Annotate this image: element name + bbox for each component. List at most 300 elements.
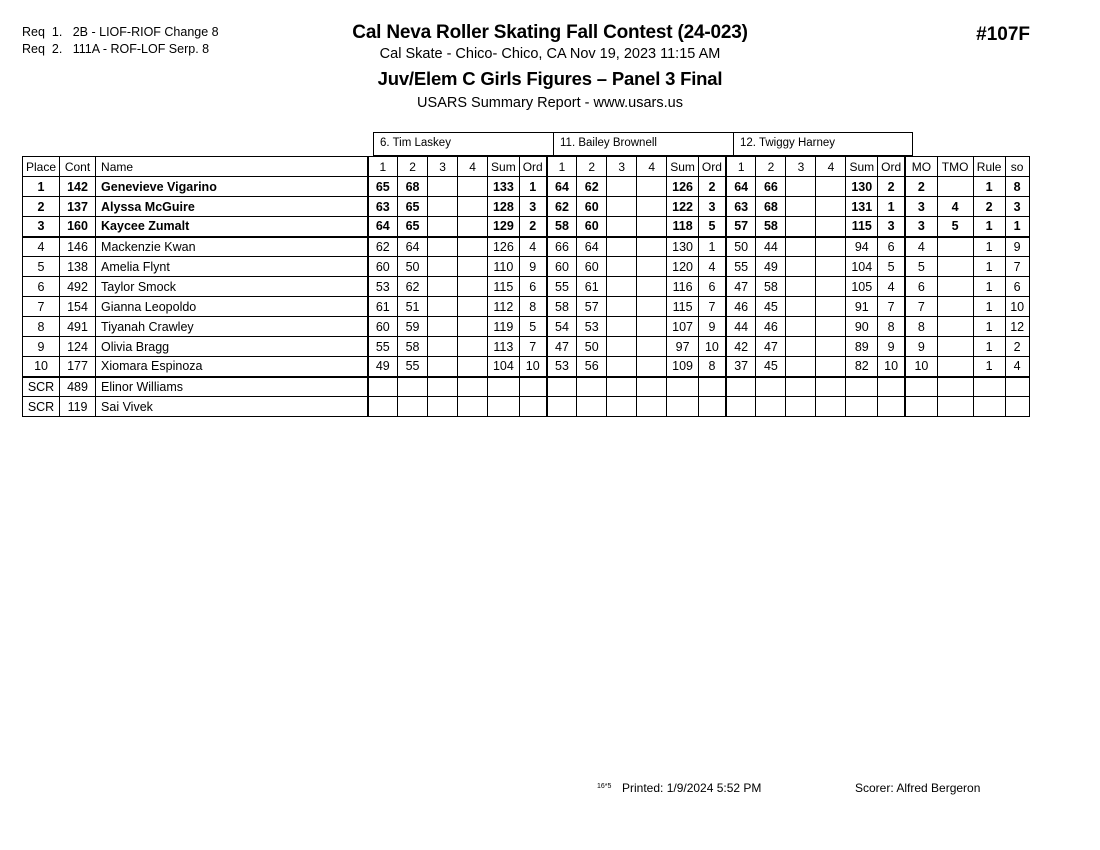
cell-j1-s4 [458,237,488,257]
cell-j1-ord: 6 [519,277,547,297]
cell-j3-s4 [816,177,846,197]
cell-j1-s4 [458,317,488,337]
header-j2-s2: 2 [577,157,607,177]
cell-j3-sum: 89 [846,337,878,357]
header-j2-sum: Sum [667,157,699,177]
cell-j3-s3 [786,337,816,357]
cell-j1-sum: 104 [488,357,520,377]
cell-cont: 137 [60,197,96,217]
cell-j3-sum: 91 [846,297,878,317]
cell-j1-sum: 126 [488,237,520,257]
cell-j1-sum [488,397,520,417]
cell-j1-s2: 58 [398,337,428,357]
cell-j2-s1: 66 [547,237,577,257]
cell-mo: 2 [905,177,937,197]
cell-j1-s4 [458,257,488,277]
cell-j2-s4 [637,357,667,377]
cell-j3-s1: 37 [726,357,756,377]
cell-rule: 1 [973,357,1005,377]
cell-j3-s2 [756,377,786,397]
cell-mo: 3 [905,197,937,217]
cell-j2-sum: 130 [667,237,699,257]
cell-name: Elinor Williams [96,377,368,397]
cell-j2-s3 [607,357,637,377]
cell-j1-s3 [428,257,458,277]
cell-place: 1 [23,177,60,197]
cell-j3-s4 [816,337,846,357]
cell-j1-sum: 119 [488,317,520,337]
cell-j3-sum [846,397,878,417]
cell-j2-s4 [637,197,667,217]
cell-j3-ord [878,397,906,417]
cell-cont: 492 [60,277,96,297]
cell-j2-s3 [607,177,637,197]
cell-cont: 154 [60,297,96,317]
cell-j1-sum [488,377,520,397]
cell-mo: 10 [905,357,937,377]
cell-j3-s3 [786,397,816,417]
header-j3-sum: Sum [846,157,878,177]
cell-j3-sum: 90 [846,317,878,337]
cell-j3-sum: 130 [846,177,878,197]
table-row [23,377,1030,397]
cell-j1-sum: 112 [488,297,520,317]
cell-j3-s3 [786,377,816,397]
cell-tmo [937,377,973,397]
cell-j1-s3 [428,177,458,197]
cell-tmo [937,277,973,297]
cell-j1-s4 [458,197,488,217]
cell-j1-ord: 3 [519,197,547,217]
cell-j3-s2: 49 [756,257,786,277]
cell-j2-ord: 6 [698,277,726,297]
cell-j3-s4 [816,197,846,217]
cell-so: 9 [1005,237,1029,257]
cell-mo: 9 [905,337,937,357]
cell-j2-ord: 4 [698,257,726,277]
table-row [23,297,1030,317]
cell-j1-s4 [458,297,488,317]
cell-place: 6 [23,277,60,297]
cell-j1-s3 [428,197,458,217]
cell-j1-ord: 10 [519,357,547,377]
cell-j2-ord: 2 [698,177,726,197]
cell-j2-sum: 107 [667,317,699,337]
cell-cont: 491 [60,317,96,337]
cell-j2-sum [667,397,699,417]
header-j3-s3: 3 [786,157,816,177]
cell-place: 7 [23,297,60,317]
requirement-line: Req 2. 111A - ROF-LOF Serp. 8 [22,42,210,56]
cell-j2-sum: 118 [667,217,699,237]
cell-j2-ord: 3 [698,197,726,217]
cell-j1-sum: 129 [488,217,520,237]
cell-j2-s3 [607,277,637,297]
cell-place: 5 [23,257,60,277]
cell-j2-sum: 97 [667,337,699,357]
cell-j1-s1: 49 [368,357,398,377]
cell-tmo [937,337,973,357]
cell-j2-sum [667,377,699,397]
cell-j1-sum: 113 [488,337,520,357]
cell-j3-s4 [816,217,846,237]
cell-name: Amelia Flynt [96,257,368,277]
header-j2-s1: 1 [547,157,577,177]
cell-j2-s3 [607,237,637,257]
cell-j1-s3 [428,277,458,297]
cell-j3-s1 [726,377,756,397]
cell-j3-s1: 50 [726,237,756,257]
cell-j2-s1: 62 [547,197,577,217]
cell-so: 7 [1005,257,1029,277]
cell-name: Sai Vivek [96,397,368,417]
cell-j2-s1: 55 [547,277,577,297]
header-j3-s4: 4 [816,157,846,177]
cell-j3-s3 [786,197,816,217]
cell-rule [973,377,1005,397]
cell-j3-s2: 58 [756,217,786,237]
cell-place: SCR [23,377,60,397]
cell-mo: 8 [905,317,937,337]
cell-j2-s1 [547,397,577,417]
cell-place: 9 [23,337,60,357]
cell-mo [905,397,937,417]
table-row [23,337,1030,357]
cell-j1-s3 [428,377,458,397]
cell-j2-s3 [607,317,637,337]
cell-j3-ord: 7 [878,297,906,317]
cell-j3-s1: 64 [726,177,756,197]
cell-mo: 4 [905,237,937,257]
cell-j1-s3 [428,317,458,337]
cell-j2-ord: 8 [698,357,726,377]
cell-j1-s2: 68 [398,177,428,197]
cell-tmo [937,357,973,377]
report-number: #107F [976,24,1030,45]
cell-j3-s3 [786,357,816,377]
cell-j1-sum: 128 [488,197,520,217]
cell-name: Kaycee Zumalt [96,217,368,237]
judge-panel-label: 6. Tim Laskey [373,132,553,156]
cell-tmo [937,257,973,277]
header-rule: Rule [973,157,1005,177]
cell-j2-s1: 47 [547,337,577,357]
cell-j3-s3 [786,217,816,237]
header-j2-s3: 3 [607,157,637,177]
cell-j2-sum: 126 [667,177,699,197]
table-row [23,317,1030,337]
header-j3-s2: 2 [756,157,786,177]
cell-name: Genevieve Vigarino [96,177,368,197]
cell-j3-s2: 66 [756,177,786,197]
results-table [22,156,1030,417]
cell-j2-s3 [607,217,637,237]
cell-name: Mackenzie Kwan [96,237,368,257]
cell-j2-s1: 58 [547,297,577,317]
cell-j1-ord: 9 [519,257,547,277]
cell-j1-ord: 8 [519,297,547,317]
cell-j3-s3 [786,257,816,277]
cell-j1-s2: 65 [398,217,428,237]
cell-tmo [937,237,973,257]
document-header [0,22,1100,111]
cell-j1-ord: 4 [519,237,547,257]
cell-j2-sum: 120 [667,257,699,277]
table-row [23,217,1030,237]
cell-j2-s2: 60 [577,217,607,237]
cell-j3-sum: 105 [846,277,878,297]
cell-place: SCR [23,397,60,417]
cell-j3-ord: 10 [878,357,906,377]
cell-rule [973,397,1005,417]
cell-j2-sum: 116 [667,277,699,297]
cell-so: 4 [1005,357,1029,377]
cell-j1-s3 [428,337,458,357]
cell-j3-s3 [786,177,816,197]
header-place: Place [23,157,60,177]
page-title: Cal Neva Roller Skating Fall Contest (24-023) [352,22,748,43]
cell-j2-s3 [607,337,637,357]
cell-j2-ord: 5 [698,217,726,237]
cell-j3-s2: 45 [756,357,786,377]
cell-rule: 1 [973,297,1005,317]
cell-j2-s1 [547,377,577,397]
cell-j2-s1: 64 [547,177,577,197]
cell-j1-s2: 59 [398,317,428,337]
cell-j3-s4 [816,377,846,397]
cell-tmo: 4 [937,197,973,217]
cell-j1-s1: 64 [368,217,398,237]
cell-so: 12 [1005,317,1029,337]
cell-rule: 1 [973,217,1005,237]
cell-name: Gianna Leopoldo [96,297,368,317]
cell-j3-s1: 47 [726,277,756,297]
cell-rule: 1 [973,237,1005,257]
cell-j1-s2: 55 [398,357,428,377]
cell-so [1005,397,1029,417]
cell-j1-sum: 110 [488,257,520,277]
cell-j2-ord [698,377,726,397]
header-j1-s3: 3 [428,157,458,177]
cell-j3-ord: 6 [878,237,906,257]
cell-j3-s4 [816,237,846,257]
cell-cont: 119 [60,397,96,417]
cell-cont: 177 [60,357,96,377]
cell-j1-s3 [428,217,458,237]
cell-j2-s2: 60 [577,197,607,217]
cell-j3-s2: 47 [756,337,786,357]
header-j1-s2: 2 [398,157,428,177]
header-j3-s1: 1 [726,157,756,177]
cell-j2-s2: 61 [577,277,607,297]
cell-j1-sum: 133 [488,177,520,197]
cell-j2-sum: 122 [667,197,699,217]
cell-j1-s3 [428,297,458,317]
cell-j3-sum: 94 [846,237,878,257]
cell-mo: 6 [905,277,937,297]
cell-j1-s3 [428,237,458,257]
cell-j2-s2 [577,377,607,397]
cell-so: 1 [1005,217,1029,237]
table-body [23,177,1030,417]
cell-rule: 1 [973,337,1005,357]
footer-printed: Printed: 1/9/2024 5:52 PM [622,781,762,795]
cell-j3-sum: 131 [846,197,878,217]
cell-j2-s4 [637,337,667,357]
cell-mo [905,377,937,397]
cell-j3-sum [846,377,878,397]
cell-place: 4 [23,237,60,257]
cell-j2-ord: 10 [698,337,726,357]
cell-rule: 1 [973,177,1005,197]
cell-so: 3 [1005,197,1029,217]
cell-j1-s1: 60 [368,257,398,277]
cell-j2-ord [698,397,726,417]
cell-j2-s4 [637,297,667,317]
cell-j3-ord: 9 [878,337,906,357]
cell-j3-s2: 45 [756,297,786,317]
cell-j3-s1: 46 [726,297,756,317]
cell-j3-s1: 42 [726,337,756,357]
cell-j2-s3 [607,297,637,317]
cell-j1-s4 [458,217,488,237]
cell-so: 6 [1005,277,1029,297]
cell-j1-s4 [458,377,488,397]
header-mo: MO [905,157,937,177]
cell-j3-s1 [726,397,756,417]
cell-j1-s2: 50 [398,257,428,277]
cell-j3-s1: 63 [726,197,756,217]
cell-j3-s3 [786,317,816,337]
cell-j2-s1: 54 [547,317,577,337]
table-row [23,397,1030,417]
cell-mo: 5 [905,257,937,277]
header-j1-s4: 4 [458,157,488,177]
cell-j3-s2: 46 [756,317,786,337]
cell-j2-s2: 57 [577,297,607,317]
cell-cont: 138 [60,257,96,277]
judge-panel-label: 12. Twiggy Harney [733,132,913,156]
cell-j1-s1 [368,397,398,417]
cell-j1-s3 [428,397,458,417]
cell-mo: 7 [905,297,937,317]
cell-j3-s1: 44 [726,317,756,337]
cell-mo: 3 [905,217,937,237]
cell-j3-ord: 4 [878,277,906,297]
footer-code: 16*5 [597,783,612,790]
cell-rule: 2 [973,197,1005,217]
cell-j1-ord [519,377,547,397]
cell-j1-s4 [458,357,488,377]
table-row [23,277,1030,297]
cell-name: Olivia Bragg [96,337,368,357]
header-j1-ord: Ord [519,157,547,177]
cell-tmo [937,317,973,337]
table-row [23,197,1030,217]
cell-place: 8 [23,317,60,337]
cell-j3-sum: 82 [846,357,878,377]
cell-j1-ord [519,397,547,417]
cell-j3-s4 [816,257,846,277]
cell-j1-s1: 53 [368,277,398,297]
cell-j1-s1: 61 [368,297,398,317]
cell-tmo [937,397,973,417]
cell-cont: 142 [60,177,96,197]
table-row [23,177,1030,197]
cell-name: Xiomara Espinoza [96,357,368,377]
cell-j1-ord: 2 [519,217,547,237]
cell-j2-s4 [637,377,667,397]
cell-j1-s2 [398,377,428,397]
cell-j3-s2: 68 [756,197,786,217]
cell-j1-s4 [458,337,488,357]
cell-j2-s4 [637,317,667,337]
cell-j1-s3 [428,357,458,377]
cell-cont: 489 [60,377,96,397]
cell-j2-s3 [607,377,637,397]
header-name: Name [96,157,368,177]
cell-j3-s3 [786,277,816,297]
cell-cont: 124 [60,337,96,357]
cell-j3-sum: 104 [846,257,878,277]
table-row [23,257,1030,277]
cell-j2-s1: 53 [547,357,577,377]
cell-j2-ord: 7 [698,297,726,317]
cell-j3-s4 [816,317,846,337]
report-source: USARS Summary Report - www.usars.us [417,95,683,111]
cell-cont: 160 [60,217,96,237]
cell-j3-s1: 55 [726,257,756,277]
cell-name: Taylor Smock [96,277,368,297]
cell-j1-s2: 65 [398,197,428,217]
requirement-line: Req 1. 2B - LIOF-RIOF Change 8 [22,25,219,39]
cell-j2-s1: 60 [547,257,577,277]
cell-j3-s2: 58 [756,277,786,297]
header-cont: Cont [60,157,96,177]
cell-j1-s4 [458,397,488,417]
judge-header-strip [373,132,913,156]
cell-j1-s1: 62 [368,237,398,257]
cell-tmo [937,297,973,317]
cell-j3-s2 [756,397,786,417]
cell-j2-s4 [637,237,667,257]
header-tmo: TMO [937,157,973,177]
cell-tmo [937,177,973,197]
cell-j2-s2: 60 [577,257,607,277]
cell-j2-s3 [607,257,637,277]
cell-j3-ord: 2 [878,177,906,197]
cell-j2-s3 [607,397,637,417]
event-title: Juv/Elem C Girls Figures – Panel 3 Final [377,68,723,89]
cell-j1-s4 [458,277,488,297]
cell-j2-s2: 50 [577,337,607,357]
cell-so: 8 [1005,177,1029,197]
cell-j2-s2 [577,397,607,417]
cell-j1-s1: 55 [368,337,398,357]
cell-name: Tiyanah Crawley [96,317,368,337]
cell-j3-s2: 44 [756,237,786,257]
cell-j3-s3 [786,297,816,317]
cell-j3-ord [878,377,906,397]
cell-j1-s2: 51 [398,297,428,317]
cell-j2-s2: 53 [577,317,607,337]
judge-panel-label: 11. Bailey Brownell [553,132,733,156]
cell-j2-sum: 109 [667,357,699,377]
header-j1-sum: Sum [488,157,520,177]
cell-j2-ord: 9 [698,317,726,337]
header-j2-s4: 4 [637,157,667,177]
header-j1-s1: 1 [368,157,398,177]
